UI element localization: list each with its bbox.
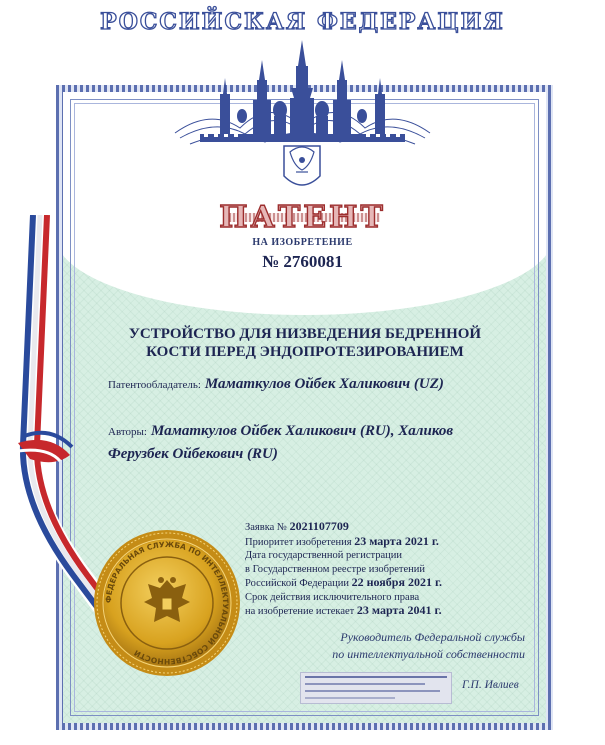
registration-line: Дата государственной регистрации <box>245 550 402 561</box>
authors-value-line2: Ферузбек Ойбекович (RU) <box>108 446 278 462</box>
expiry-line: Срок действия исключительного права <box>245 591 420 603</box>
stamp-line <box>305 676 447 678</box>
application-number: 2021107709 <box>289 519 349 533</box>
application-line <box>245 520 515 535</box>
country-heading: РОССИЙСКАЯ ФЕДЕРАЦИЯ <box>100 9 505 35</box>
authors-label: Авторы: <box>108 426 147 438</box>
invention-title-line: УСТРОЙСТВО ДЛЯ НИЗВЕДЕНИЯ БЕДРЕННОЙ <box>128 326 482 342</box>
invention-title <box>90 325 520 361</box>
expiry-label: на изобретение истекает <box>245 606 355 617</box>
stamp-line <box>305 697 395 699</box>
registration-date: 22 ноября 2021 г. <box>351 575 443 589</box>
document-type-heading: ПАТЕНТ <box>219 200 386 235</box>
authors <box>108 420 508 465</box>
registration-label: Российской Федерации <box>245 578 349 589</box>
signatory-position <box>265 629 525 663</box>
expiry-date-line <box>245 604 515 619</box>
registration-date-line <box>245 576 515 591</box>
expiry-date: 23 марта 2041 г. <box>356 603 442 617</box>
priority-label: Приоритет изобретения <box>245 536 352 548</box>
kremlin-emblem <box>170 38 435 198</box>
signatory-position-line: Руководитель Федеральной службы <box>340 630 525 644</box>
stamp-line <box>305 690 440 692</box>
registration-line: в Государственном реестре изобретений <box>245 563 426 575</box>
signatory-position-line: по интеллектуальной собственности <box>332 647 525 661</box>
patent-number: № 2760081 <box>262 252 343 271</box>
application-label: Заявка № <box>245 522 287 533</box>
priority-line <box>245 535 515 550</box>
priority-date: 23 марта 2021 г. <box>354 533 439 548</box>
invention-title-line: КОСТИ ПЕРЕД ЭНДОПРОТЕЗИРОВАНИЕМ <box>146 344 464 360</box>
seal-text: ФЕДЕРАЛЬНАЯ СЛУЖБА ПО ИНТЕЛЛЕКТУАЛЬНОЙ СОБСТВЕННОСТИ <box>103 539 231 667</box>
patent-holder-value: Маматкулов Ойбек Халикович (UZ) <box>204 376 444 392</box>
authors-value-line1: Маматкулов Ойбек Халикович (RU), Халиков <box>150 423 454 439</box>
signer-name: Г.П. Ивлиев <box>462 679 519 691</box>
patent-holder <box>108 375 508 393</box>
document-subtitle: НА ИЗОБРЕТЕНИЕ <box>252 237 353 248</box>
gold-seal <box>92 528 242 678</box>
patent-holder-label: Патентообладатель: <box>108 379 201 391</box>
electronic-signature-stamp <box>300 672 452 704</box>
registration-details <box>245 520 515 619</box>
stamp-line <box>305 683 425 685</box>
